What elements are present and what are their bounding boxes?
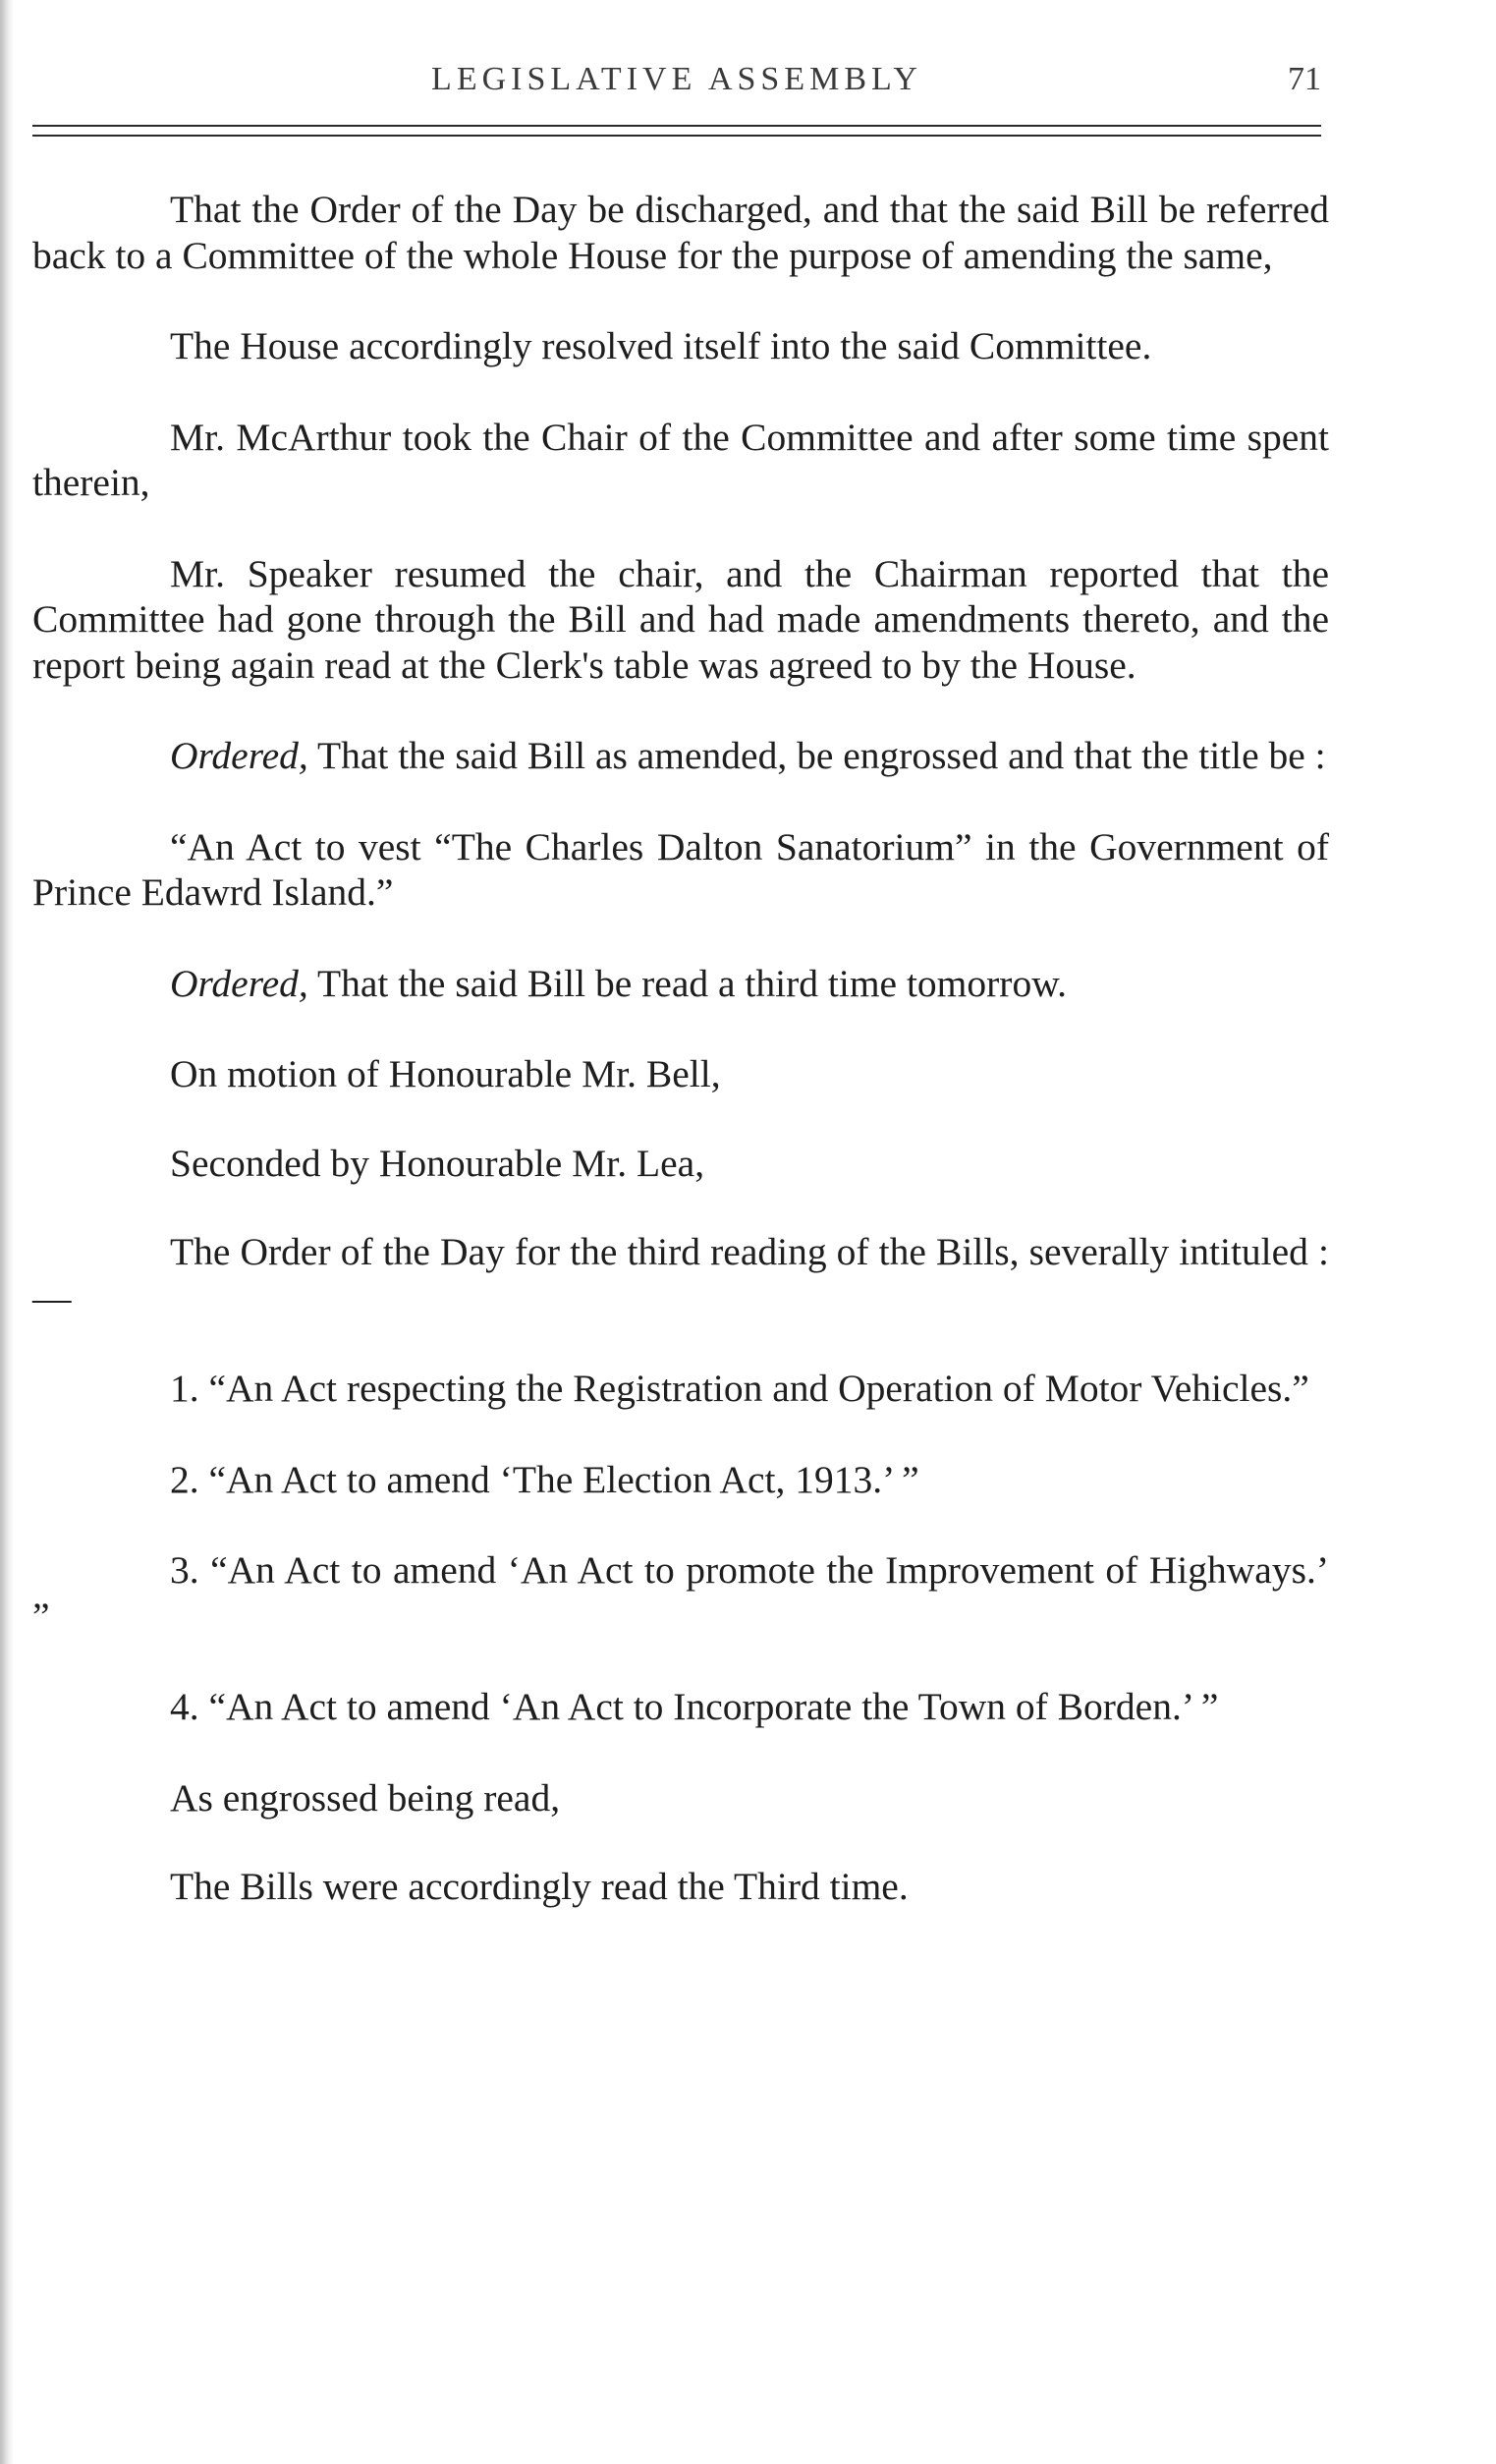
body-text <box>32 187 1329 1955</box>
paragraph-motion <box>32 1051 1329 1097</box>
paragraph-text: That the said Bill as amended, be engrossed and that the title be : <box>307 734 1326 777</box>
page-number: 71 <box>1288 61 1321 97</box>
paragraph-text: 1. “An Act respecting the Registration and Operation of Motor Vehicles.” <box>170 1367 1309 1410</box>
paragraph-text: Mr. Speaker resumed the chair, and the Chairman reported that the Committee had gone through the Bill and had made amendments thereto, and the report being again read at the Clerk's table was agreed to by the House. <box>32 551 1329 687</box>
paragraph-engrossed-read <box>32 1775 1329 1821</box>
paragraph-text: Mr. McArthur took the Chair of the Committee and after some time spent therein, <box>32 415 1329 504</box>
header-rule-top <box>32 125 1321 127</box>
paragraph-text: That the Order of the Day be discharged, and that the said Bill be referred back to a Committee of the whole House for the purpose of amending the same, <box>32 188 1329 277</box>
page-edge-shadow <box>0 0 14 2464</box>
paragraph-text: The Bills were accordingly read the Third time. <box>170 1865 909 1908</box>
paragraph-house-resolved <box>32 323 1329 369</box>
paragraph-text: Seconded by Honourable Mr. Lea, <box>170 1141 705 1185</box>
paragraph-speaker-resumed <box>32 551 1329 689</box>
paragraph-text: 3. “An Act to amend ‘An Act to promote the Improvement of Highways.’ ” <box>32 1548 1329 1638</box>
paragraph-ordered-third-reading <box>32 961 1329 1007</box>
list-item-bill-4 <box>32 1684 1329 1730</box>
paragraph-text: “An Act to vest “The Charles Dalton Sanatorium” in the Government of Prince Edawrd Island.” <box>32 824 1329 914</box>
running-title: LEGISLATIVE ASSEMBLY <box>431 61 922 97</box>
list-item-bill-3 <box>32 1547 1329 1639</box>
ordered-label: Ordered, <box>170 734 308 777</box>
paragraph-text: On motion of Honourable Mr. Bell, <box>170 1052 721 1095</box>
paragraph-text: The Order of the Day for the third reading of the Bills, severally intituled :— <box>32 1230 1329 1319</box>
list-item-bill-2 <box>32 1457 1329 1503</box>
header-rule-bottom <box>32 135 1321 137</box>
list-item-bill-1 <box>32 1366 1329 1412</box>
paragraph-text: The House accordingly resolved itself into the said Committee. <box>170 324 1152 367</box>
paragraph-text: That the said Bill be read a third time tomorrow. <box>307 961 1068 1005</box>
paragraph-third-time <box>32 1864 1329 1910</box>
ordered-label: Ordered, <box>170 961 308 1005</box>
paragraph-order-of-day <box>32 1229 1329 1320</box>
paragraph-text: 4. “An Act to amend ‘An Act to Incorporate the Town of Borden.’ ” <box>170 1685 1219 1728</box>
paragraph-discharge-order <box>32 187 1329 278</box>
paragraph-chair-taken <box>32 415 1329 506</box>
paragraph-text: 2. “An Act to amend ‘The Election Act, 1913.’ ” <box>170 1457 919 1501</box>
page-header <box>32 61 1321 110</box>
paragraph-act-title <box>32 824 1329 916</box>
paragraph-ordered-engrossed <box>32 733 1329 779</box>
paragraph-seconded <box>32 1141 1329 1187</box>
paragraph-text: As engrossed being read, <box>170 1775 561 1820</box>
